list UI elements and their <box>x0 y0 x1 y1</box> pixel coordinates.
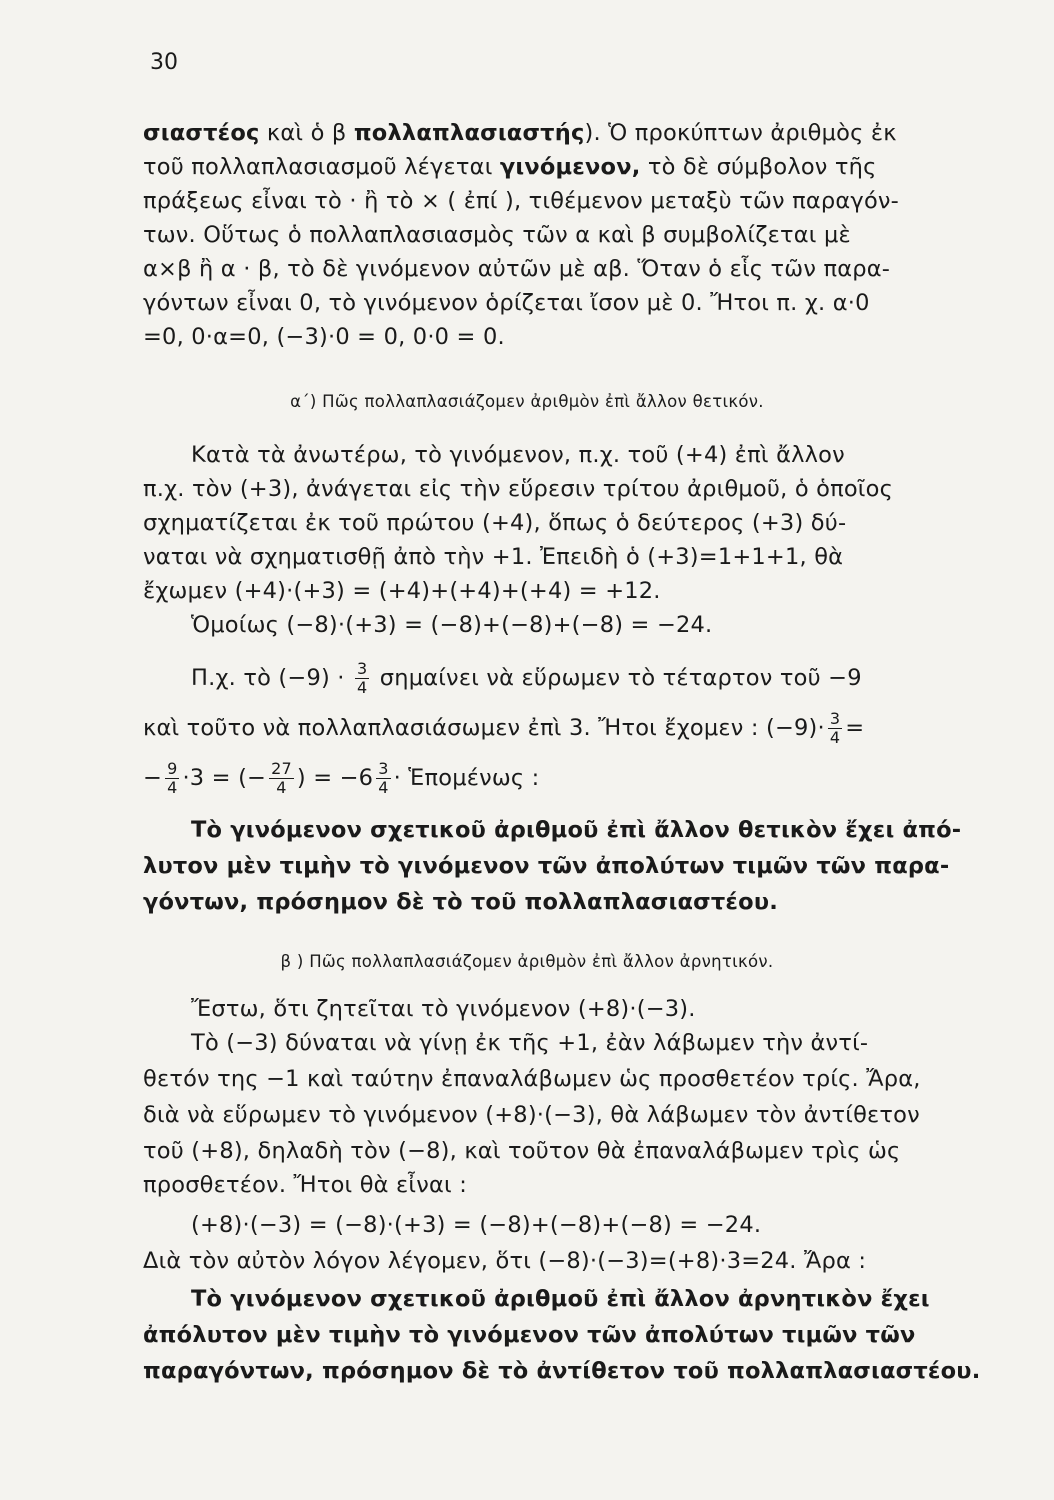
text-fragment: τοῦ πολλαπλασιασμοῦ λέγεται <box>143 154 500 180</box>
section-heading-a: α΄) Πῶς πολλαπλασιάζομεν ἀριθμὸν ἐπὶ ἄλλον θετικόν. <box>290 392 764 411</box>
section-heading-b: β ) Πῶς πολλαπλασιάζομεν ἀριθμὸν ἐπὶ ἄλλον ἀρνητικόν. <box>280 952 774 971</box>
fraction-numerator: 3 <box>829 709 841 728</box>
fraction-numerator: 9 <box>167 759 178 778</box>
text-fragment: ). Ὁ προκύπτων ἀριθμὸς ἐκ <box>584 120 897 146</box>
fraction <box>355 660 369 697</box>
text-line: πράξεως εἶναι τὸ · ἢ τὸ × ( ἐπί ), τιθέμενον μεταξὺ τῶν παραγόν- <box>143 188 900 214</box>
fraction <box>828 710 842 747</box>
text-fragment: − <box>143 765 163 791</box>
text-line <box>143 118 985 148</box>
rule-text: Τὸ γινόμενον σχετικοῦ ἀριθμοῦ ἐπὶ ἄλλον ἀρνητικὸν ἔχει <box>191 1286 930 1312</box>
text-line: Κατὰ τὰ ἀνωτέρω, τὸ γινόμενον, π.χ. τοῦ (+4) ἐπὶ ἄλλον <box>191 442 845 468</box>
text-line <box>143 660 1033 697</box>
fraction <box>165 760 179 797</box>
fraction <box>376 760 390 797</box>
text-line: π.χ. τὸν (+3), ἀνάγεται εἰς τὴν εὕρεσιν τρίτου ἀριθμοῦ, ὁ ὁποῖος <box>143 476 893 502</box>
fraction <box>269 760 294 797</box>
text-line: ἔχωμεν (+4)·(+3) = (+4)+(+4)+(+4) = +12. <box>143 578 661 604</box>
rule-text: Τὸ γινόμενον σχετικοῦ ἀριθμοῦ ἐπὶ ἄλλον θετικὸν ἔχει ἀπό- <box>191 817 962 843</box>
text-fragment: ·3 = (− <box>182 765 267 791</box>
text-line: των. Οὕτως ὁ πολλαπλασιασμὸς τῶν α καὶ β συμβολίζεται μὲ <box>143 222 851 248</box>
text-line: προσθετέον. Ἤτοι θὰ εἶναι : <box>143 1172 467 1198</box>
fraction-denominator: 4 <box>378 778 389 797</box>
text-fragment: καὶ τοῦτο νὰ πολλαπλασιάσωμεν ἐπὶ 3. Ἤτοι ἔχομεν : (−9)· <box>143 715 825 741</box>
text-fragment: σημαίνει νὰ εὕρωμεν τὸ τέταρτον τοῦ −9 <box>379 665 862 691</box>
fraction-denominator: 4 <box>276 778 287 797</box>
fraction-numerator: 27 <box>271 759 292 778</box>
bold-term: γινόμενον, <box>499 154 641 180</box>
text-line: =0, 0·α=0, (−3)·0 = 0, 0·0 = 0. <box>143 324 505 350</box>
rule-text: λυτον μὲν τιμὴν τὸ γινόμενον τῶν ἀπολύτων τιμῶν τῶν παρα- <box>143 853 950 879</box>
rule-text: ἀπόλυτον μὲν τιμὴν τὸ γινόμενον τῶν ἀπολύτων τιμῶν τῶν <box>143 1322 916 1348</box>
text-line: γόντων εἶναι 0, τὸ γινόμενον ὁρίζεται ἴσον μὲ 0. Ἤτοι π. χ. α·0 <box>143 290 870 316</box>
bold-term: πολλαπλασιαστής <box>353 120 585 146</box>
text-line <box>143 760 985 797</box>
text-line: ναται νὰ σχηματισθῇ ἀπὸ τὴν +1. Ἐπειδὴ ὁ (+3)=1+1+1, θὰ <box>143 544 844 570</box>
fraction-numerator: 3 <box>357 659 368 678</box>
text-line: σχηματίζεται ἐκ τοῦ πρώτου (+4), ὅπως ὁ δεύτερος (+3) δύ- <box>143 510 847 536</box>
text-line: θετόν της −1 καὶ ταύτην ἐπαναλάβωμεν ὡς προσθετέον τρίς. Ἄρα, <box>143 1066 921 1092</box>
text-fragment: καὶ ὁ β <box>259 120 354 146</box>
text-line: Διὰ τὸν αὐτὸν λόγον λέγομεν, ὅτι (−8)·(−3)=(+8)·3=24. Ἄρα : <box>143 1248 867 1274</box>
text-fragment: · Ἑπομένως : <box>393 765 540 791</box>
text-line: Ὁμοίως (−8)·(+3) = (−8)+(−8)+(−8) = −24. <box>191 612 713 638</box>
text-line: τοῦ (+8), δηλαδὴ τὸν (−8), καὶ τοῦτον θὰ ἐπαναλάβωμεν τρὶς ὡς <box>143 1138 901 1164</box>
bold-term: σιαστέος <box>143 120 260 146</box>
text-fragment: Π.χ. τὸ (−9) · <box>191 665 345 691</box>
text-line <box>143 152 985 182</box>
fraction-denominator: 4 <box>357 678 368 697</box>
text-line: (+8)·(−3) = (−8)·(+3) = (−8)+(−8)+(−8) = −24. <box>191 1212 762 1238</box>
rule-text: γόντων, πρόσημον δὲ τὸ τοῦ πολλαπλασιαστέου. <box>143 889 778 915</box>
text-fragment: ) = −6 <box>296 765 374 791</box>
text-fragment: τὸ δὲ σύμβολον τῆς <box>640 154 877 180</box>
page-number: 30 <box>150 50 178 75</box>
text-line: α×β ἢ α · β, τὸ δὲ γινόμενον αὐτῶν μὲ αβ. Ὅταν ὁ εἷς τῶν παρα- <box>143 256 891 282</box>
fraction-numerator: 3 <box>378 759 389 778</box>
fraction-denominator: 4 <box>829 728 841 747</box>
text-line: Ἔστω, ὅτι ζητεῖται τὸ γινόμενον (+8)·(−3). <box>191 996 696 1022</box>
text-line <box>143 710 985 747</box>
text-line: διὰ νὰ εὕρωμεν τὸ γινόμενον (+8)·(−3), θὰ λάβωμεν τὸν ἀντίθετον <box>143 1102 920 1128</box>
rule-text: παραγόντων, πρόσημον δὲ τὸ ἀντίθετον τοῦ πολλαπλασιαστέου. <box>143 1358 981 1384</box>
text-fragment: = <box>845 715 865 741</box>
fraction-denominator: 4 <box>167 778 178 797</box>
text-line: Τὸ (−3) δύναται νὰ γίνῃ ἐκ τῆς +1, ἐὰν λάβωμεν τὴν ἀντί- <box>191 1030 869 1056</box>
